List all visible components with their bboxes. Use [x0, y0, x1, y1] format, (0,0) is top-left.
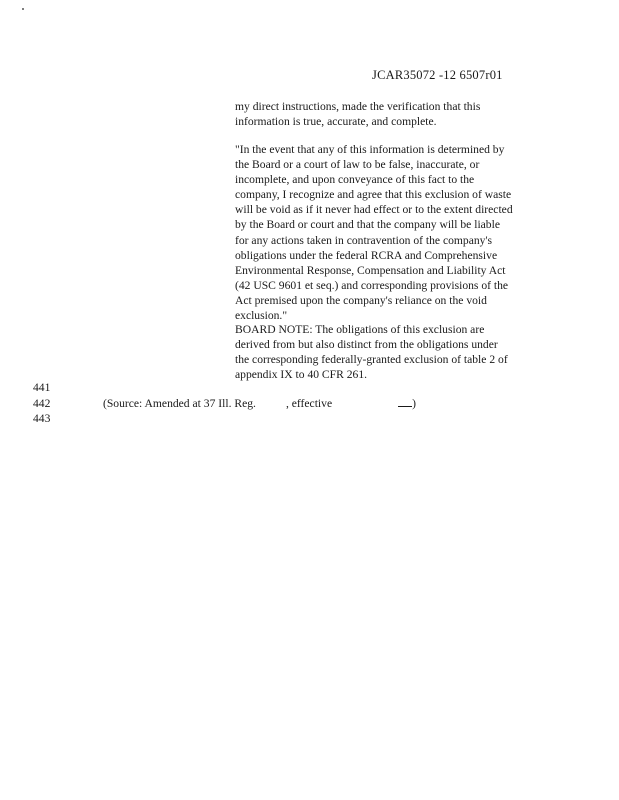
text-line: Act premised upon the company's reliance on the void: [235, 293, 487, 307]
continued-paragraph: [235, 99, 525, 129]
line-number: 441: [33, 381, 51, 394]
line-number: 442: [33, 397, 51, 410]
date-blank: [398, 396, 412, 407]
source-prefix: (Source: Amended at 37 Ill. Reg.: [103, 397, 256, 410]
text-line: the corresponding federally-granted exclusion of table 2 of: [235, 353, 508, 367]
text-line: by the Board or court and that the company will be liable: [235, 218, 500, 232]
line-number: 443: [33, 412, 51, 425]
text-line: Environmental Response, Compensation and Liability Act: [235, 263, 506, 277]
text-line: derived from but also distinct from the obligations under: [235, 338, 498, 352]
text-line: incomplete, and upon conveyance of this fact to the: [235, 173, 475, 187]
source-note: [103, 396, 416, 411]
source-effective: , effective: [285, 397, 333, 410]
text-line: exclusion.": [235, 309, 288, 323]
text-line: for any actions taken in contravention of the company's: [235, 233, 493, 247]
text-line: information is true, accurate, and complete.: [235, 115, 437, 129]
board-note: [235, 322, 525, 382]
text-line: obligations under the federal RCRA and Comprehensive: [235, 248, 498, 262]
text-line: appendix IX to 40 CFR 261.: [235, 368, 368, 382]
document-code-header: JCAR35072 -12 6507r01: [372, 68, 503, 82]
text-line: company, I recognize and agree that this exclusion of waste: [235, 188, 512, 202]
scan-speck: [22, 8, 24, 10]
source-suffix: ): [412, 397, 416, 410]
text-line: (42 USC 9601 et seq.) and corresponding provisions of the: [235, 278, 509, 292]
text-line: "In the event that any of this information is determined by: [235, 143, 505, 156]
text-line: will be void as if it never had effect or to the extent directed: [235, 203, 513, 217]
text-line: the Board or a court of law to be false, inaccurate, or: [235, 158, 480, 172]
certification-quote: [235, 142, 525, 323]
text-line: BOARD NOTE: The obligations of this exclusion are: [235, 323, 485, 336]
text-line: my direct instructions, made the verification that this: [235, 100, 481, 113]
